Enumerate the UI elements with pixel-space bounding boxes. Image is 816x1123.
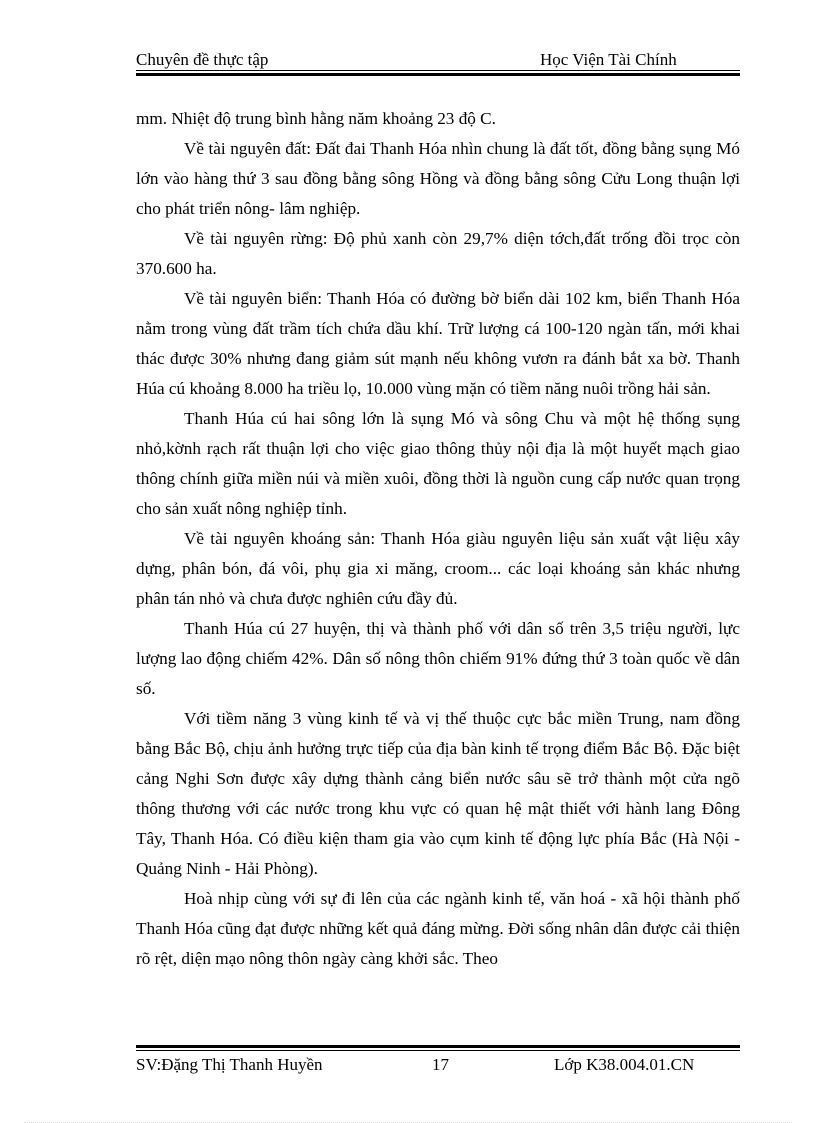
- page-header: [136, 50, 740, 70]
- header-title: Chuyên đề thực tập: [136, 50, 269, 69]
- header-rule-thin: [136, 70, 740, 71]
- footer-page-number: 17: [432, 1055, 449, 1074]
- header-institution: Học Viện Tài Chính: [540, 50, 677, 69]
- footer-rule-thin: [136, 1050, 740, 1051]
- paragraph: Thanh Húa cú hai sông lớn là sụng Mó và sông Chu và một hệ thống sụng nhỏ,kờnh rạch rất thuận lợi cho việc giao thông thủy nội địa là một huyết mạch giao thông chính giữa miền núi và miền xuôi, đồng thời là nguồn cung cấp nước quan trọng cho sản xuất nông nghiệp tỉnh.: [136, 409, 740, 518]
- page-footer: [136, 1055, 740, 1075]
- header-rule-thick: [136, 73, 740, 76]
- footer-rule-thick: [136, 1045, 740, 1048]
- paragraph: mm. Nhiệt độ trung bình hằng năm khoảng 23 độ C.: [136, 109, 496, 128]
- paragraph: Về tài nguyên rừng: Độ phủ xanh còn 29,7% diện tớch,đất trống đồi trọc còn 370.600 ha.: [136, 229, 740, 278]
- paragraph: Thanh Húa cú 27 huyện, thị và thành phố với dân số trên 3,5 triệu người, lực lượng lao động chiếm 42%. Dân số nông thôn chiếm 91% đứng thứ 3 toàn quốc về dân số.: [136, 619, 740, 698]
- paragraph: Về tài nguyên biển: Thanh Hóa có đường bờ biển dài 102 km, biển Thanh Hóa nằm trong vùng đất trầm tích chứa dầu khí. Trữ lượng cá 100-120 ngàn tấn, mới khai thác được 30% nhưng đang giảm sút mạnh nếu không vươn ra đánh bắt xa bờ. Thanh Húa cú khoảng 8.000 ha triều lọ, 10.000 vùng mặn có tiềm năng nuôi trồng hải sản.: [136, 289, 740, 398]
- body-text: [136, 104, 740, 974]
- paragraph: Hoà nhịp cùng với sự đi lên của các ngành kinh tế, văn hoá - xã hội thành phố Thanh Hóa cũng đạt được những kết quả đáng mừng. Đời sống nhân dân được cải thiện rõ rệt, diện mạo nông thôn ngày càng khởi sắc. Theo: [136, 889, 740, 968]
- footer-class-code: Lớp K38.004.01.CN: [554, 1055, 695, 1074]
- paragraph: Với tiềm năng 3 vùng kinh tế và vị thế thuộc cực bắc miền Trung, nam đồng bằng Bắc Bộ, chịu ảnh hưởng trực tiếp của địa bàn kinh tế trọng điểm Bắc Bộ. Đặc biệt cảng Nghi Sơn được xây dựng thành cảng biển nước sâu sẽ trở thành một cửa ngõ thông thương với các nước trong khu vực có quan hệ mật thiết với hành lang Đông Tây, Thanh Hóa. Có điều kiện tham gia vào cụm kinh tế động lực phía Bắc (Hà Nội - Quảng Ninh - Hải Phòng).: [136, 709, 740, 878]
- paragraph: Về tài nguyên đất: Đất đai Thanh Hóa nhìn chung là đất tốt, đồng bằng sụng Mó lớn vào hàng thứ 3 sau đồng bằng sông Hồng và đồng bằng sông Cửu Long thuận lợi cho phát triển nông- lâm nghiệp.: [136, 139, 740, 218]
- paragraph: Về tài nguyên khoáng sản: Thanh Hóa giàu nguyên liệu sản xuất vật liệu xây dựng, phân bón, đá vôi, phụ gia xi măng, croom... các loại khoáng sản khác nhưng phân tán nhỏ và chưa được nghiên cứu đầy đủ.: [136, 529, 740, 608]
- footer-student-name: SV:Đặng Thị Thanh Huyền: [136, 1055, 323, 1074]
